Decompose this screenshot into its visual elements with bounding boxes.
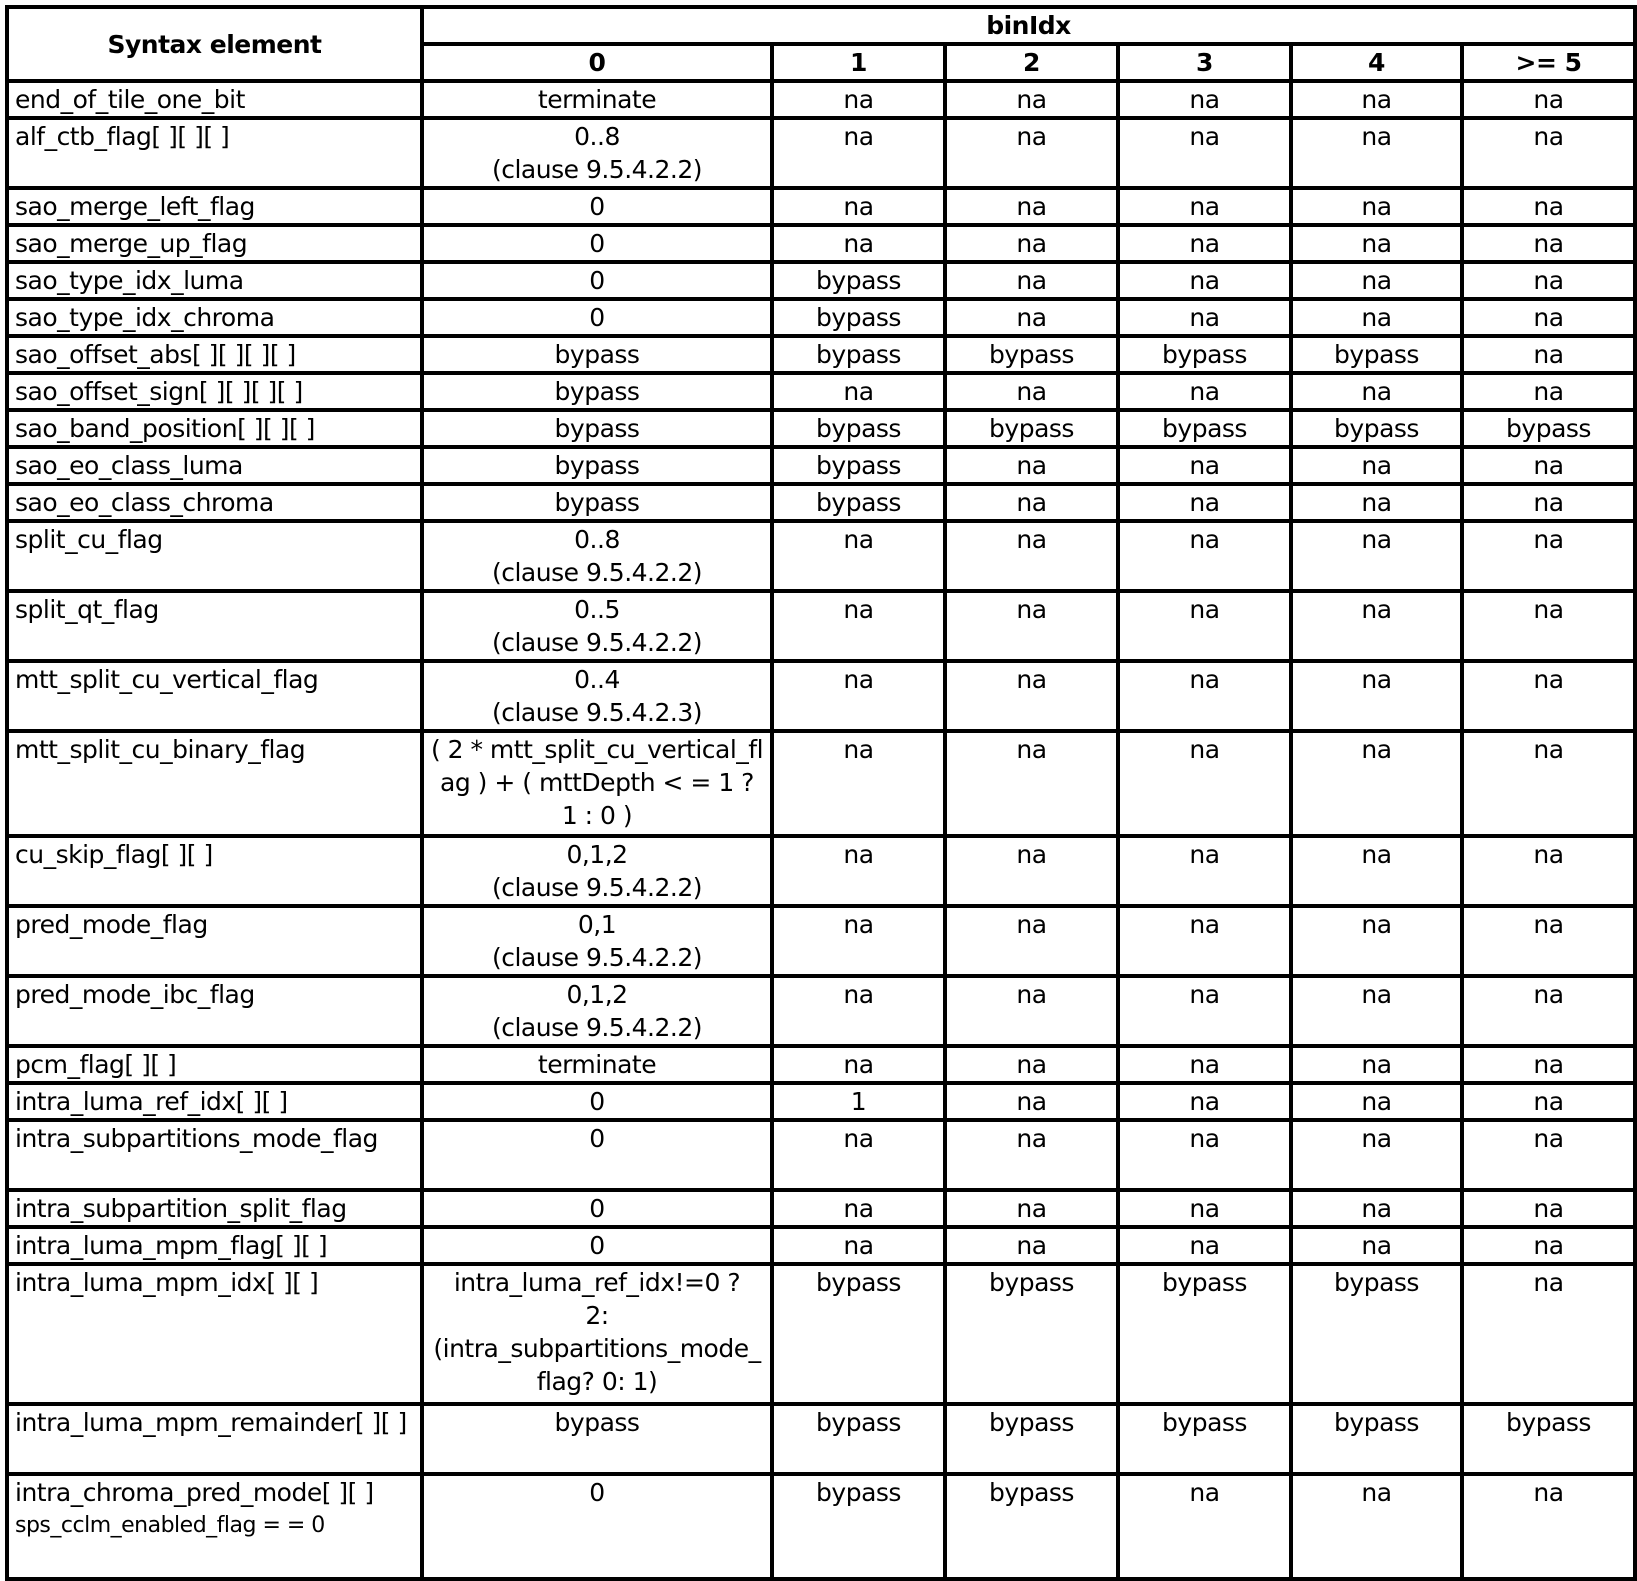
binidx-1-cell: bypass <box>772 1404 945 1474</box>
syntax-element-cell <box>7 1227 422 1264</box>
binidx-1-cell: na <box>772 225 945 262</box>
binidx-3-cell: na <box>1118 591 1291 661</box>
binidx-0-cell: bypass <box>422 336 772 373</box>
syntax-element-name: sao_offset_abs[ ][ ][ ][ ] <box>15 340 296 369</box>
binidx-3-cell: na <box>1118 521 1291 591</box>
syntax-element-cell <box>7 484 422 521</box>
table-row <box>7 521 1635 591</box>
binidx-0-cell: 0 <box>422 1474 772 1579</box>
table-row <box>7 447 1635 484</box>
syntax-element-cell <box>7 661 422 731</box>
binidx-3-cell: na <box>1118 484 1291 521</box>
binidx-2-cell: na <box>945 976 1118 1046</box>
binidx-0-cell: 0,1 (clause 9.5.4.2.2) <box>422 906 772 976</box>
table-row <box>7 1404 1635 1474</box>
binidx-0-cell: bypass <box>422 410 772 447</box>
binidx-1-cell: na <box>772 521 945 591</box>
binidx-4-cell: bypass <box>1291 1264 1462 1404</box>
binidx-4-cell: na <box>1291 484 1462 521</box>
binidx-0-cell: 0 <box>422 1190 772 1227</box>
binidx-0-cell: 0 <box>422 1083 772 1120</box>
table-row <box>7 1264 1635 1404</box>
table-row <box>7 336 1635 373</box>
table-row <box>7 262 1635 299</box>
syntax-element-name: sao_type_idx_luma <box>15 266 244 295</box>
binidx-4-cell: na <box>1291 262 1462 299</box>
binidx-3-cell: na <box>1118 262 1291 299</box>
binidx-0-cell: 0..8 (clause 9.5.4.2.2) <box>422 521 772 591</box>
binidx-2-cell: bypass <box>945 410 1118 447</box>
syntax-element-name: intra_luma_ref_idx[ ][ ] <box>15 1087 288 1116</box>
binidx-3-cell: na <box>1118 447 1291 484</box>
binidx-4-cell: na <box>1291 118 1462 188</box>
binidx-2-cell: na <box>945 836 1118 906</box>
binidx-2-cell: na <box>945 1083 1118 1120</box>
binidx-5-cell: na <box>1462 299 1635 336</box>
binidx-5-cell: na <box>1462 976 1635 1046</box>
binidx-5-cell: na <box>1462 225 1635 262</box>
binidx-4-cell: na <box>1291 521 1462 591</box>
binidx-0-cell: bypass <box>422 484 772 521</box>
syntax-element-name: pred_mode_ibc_flag <box>15 980 255 1009</box>
header-binidx-2: 2 <box>945 44 1118 81</box>
binidx-5-cell: na <box>1462 1190 1635 1227</box>
binidx-3-cell: na <box>1118 1046 1291 1083</box>
binidx-3-cell: na <box>1118 1227 1291 1264</box>
binidx-1-cell: bypass <box>772 410 945 447</box>
binidx-2-cell: na <box>945 225 1118 262</box>
binidx-3-cell: na <box>1118 1474 1291 1579</box>
binidx-0-cell: bypass <box>422 373 772 410</box>
table-row <box>7 836 1635 906</box>
binidx-1-cell: na <box>772 118 945 188</box>
binidx-3-cell: bypass <box>1118 410 1291 447</box>
syntax-element-cell <box>7 1264 422 1404</box>
binidx-4-cell: na <box>1291 373 1462 410</box>
binidx-0-cell: 0,1,2 (clause 9.5.4.2.2) <box>422 836 772 906</box>
syntax-element-cell <box>7 299 422 336</box>
binidx-0-cell: 0 <box>422 225 772 262</box>
syntax-element-cell <box>7 410 422 447</box>
binidx-3-cell: na <box>1118 188 1291 225</box>
syntax-element-name: cu_skip_flag[ ][ ] <box>15 840 213 869</box>
binidx-1-cell: bypass <box>772 299 945 336</box>
binidx-4-cell: na <box>1291 1474 1462 1579</box>
header-binidx-3: 3 <box>1118 44 1291 81</box>
binidx-5-cell: na <box>1462 1046 1635 1083</box>
syntax-element-cell <box>7 1190 422 1227</box>
binidx-5-cell: na <box>1462 118 1635 188</box>
binidx-4-cell: na <box>1291 1083 1462 1120</box>
binidx-3-cell: bypass <box>1118 1264 1291 1404</box>
binidx-2-cell: na <box>945 373 1118 410</box>
header-binidx-5: >= 5 <box>1462 44 1635 81</box>
binidx-5-cell: na <box>1462 906 1635 976</box>
syntax-element-cell <box>7 225 422 262</box>
binidx-4-cell: na <box>1291 1120 1462 1190</box>
table-row <box>7 1227 1635 1264</box>
syntax-element-name: pred_mode_flag <box>15 910 208 939</box>
binidx-0-cell: bypass <box>422 447 772 484</box>
syntax-element-name: mtt_split_cu_binary_flag <box>15 735 306 764</box>
syntax-element-cell <box>7 1474 422 1579</box>
table-row <box>7 410 1635 447</box>
binidx-4-cell: na <box>1291 447 1462 484</box>
binidx-3-cell: na <box>1118 731 1291 836</box>
table-row <box>7 81 1635 118</box>
syntax-element-cell <box>7 1404 422 1474</box>
binidx-1-cell: na <box>772 836 945 906</box>
binidx-4-cell: na <box>1291 188 1462 225</box>
table-row <box>7 1190 1635 1227</box>
syntax-element-name: intra_chroma_pred_mode[ ][ ] <box>15 1478 374 1507</box>
binidx-4-cell: na <box>1291 225 1462 262</box>
binidx-4-cell: na <box>1291 1190 1462 1227</box>
header-syntax-element: Syntax element <box>7 7 422 81</box>
syntax-element-name: intra_luma_mpm_remainder[ ][ ] <box>15 1408 407 1437</box>
binidx-5-cell: bypass <box>1462 1404 1635 1474</box>
binidx-3-cell: na <box>1118 373 1291 410</box>
binidx-2-cell: na <box>945 521 1118 591</box>
binidx-1-cell: na <box>772 1190 945 1227</box>
binidx-3-cell: na <box>1118 81 1291 118</box>
binidx-4-cell: na <box>1291 731 1462 836</box>
binidx-4-cell: na <box>1291 976 1462 1046</box>
binidx-5-cell: na <box>1462 1083 1635 1120</box>
syntax-element-name: pcm_flag[ ][ ] <box>15 1050 177 1079</box>
syntax-element-cell <box>7 976 422 1046</box>
syntax-element-cell <box>7 447 422 484</box>
binidx-0-cell: 0..5 (clause 9.5.4.2.2) <box>422 591 772 661</box>
binidx-3-cell: na <box>1118 1083 1291 1120</box>
header-binidx-0: 0 <box>422 44 772 81</box>
binidx-2-cell: bypass <box>945 1404 1118 1474</box>
binidx-5-cell: na <box>1462 81 1635 118</box>
table-row <box>7 661 1635 731</box>
binidx-4-cell: bypass <box>1291 336 1462 373</box>
binidx-context-table <box>5 5 1637 1581</box>
binidx-4-cell: bypass <box>1291 1404 1462 1474</box>
table-row <box>7 731 1635 836</box>
binidx-0-cell: 0 <box>422 262 772 299</box>
binidx-2-cell: na <box>945 731 1118 836</box>
table-row <box>7 118 1635 188</box>
binidx-3-cell: na <box>1118 225 1291 262</box>
binidx-0-cell: 0 <box>422 1120 772 1190</box>
binidx-1-cell: na <box>772 906 945 976</box>
binidx-0-cell: ( 2 * mtt_split_cu_vertical_flag ) + ( mttDepth < = 1 ? 1 : 0 ) <box>422 731 772 836</box>
syntax-element-note: sps_cclm_enabled_flag = = 0 <box>15 1513 325 1538</box>
syntax-element-name: sao_merge_up_flag <box>15 229 248 258</box>
binidx-3-cell: na <box>1118 1120 1291 1190</box>
binidx-5-cell: na <box>1462 336 1635 373</box>
binidx-2-cell: na <box>945 299 1118 336</box>
binidx-1-cell: bypass <box>772 447 945 484</box>
syntax-element-cell <box>7 1083 422 1120</box>
syntax-element-name: end_of_tile_one_bit <box>15 85 245 114</box>
syntax-element-name: sao_offset_sign[ ][ ][ ][ ] <box>15 377 303 406</box>
binidx-1-cell: na <box>772 731 945 836</box>
syntax-element-name: sao_eo_class_chroma <box>15 488 274 517</box>
binidx-1-cell: na <box>772 976 945 1046</box>
header-binidx-4: 4 <box>1291 44 1462 81</box>
binidx-1-cell: na <box>772 81 945 118</box>
binidx-1-cell: bypass <box>772 262 945 299</box>
binidx-3-cell: na <box>1118 836 1291 906</box>
binidx-0-cell: terminate <box>422 1046 772 1083</box>
binidx-5-cell: na <box>1462 188 1635 225</box>
header-binidx-1: 1 <box>772 44 945 81</box>
binidx-2-cell: na <box>945 262 1118 299</box>
binidx-5-cell: na <box>1462 1474 1635 1579</box>
syntax-element-name: sao_merge_left_flag <box>15 192 255 221</box>
binidx-3-cell: na <box>1118 976 1291 1046</box>
binidx-5-cell: na <box>1462 1264 1635 1404</box>
binidx-0-cell: terminate <box>422 81 772 118</box>
syntax-element-cell <box>7 81 422 118</box>
binidx-4-cell: na <box>1291 906 1462 976</box>
syntax-element-name: intra_subpartitions_mode_flag <box>15 1124 378 1153</box>
syntax-element-cell <box>7 521 422 591</box>
syntax-element-cell <box>7 836 422 906</box>
binidx-4-cell: na <box>1291 661 1462 731</box>
binidx-2-cell: na <box>945 591 1118 661</box>
binidx-5-cell: na <box>1462 836 1635 906</box>
syntax-element-name: split_cu_flag <box>15 525 163 554</box>
syntax-element-name: sao_type_idx_chroma <box>15 303 275 332</box>
syntax-element-cell <box>7 1120 422 1190</box>
binidx-4-cell: bypass <box>1291 410 1462 447</box>
binidx-3-cell: na <box>1118 1190 1291 1227</box>
binidx-2-cell: na <box>945 484 1118 521</box>
binidx-1-cell: na <box>772 1227 945 1264</box>
syntax-element-cell <box>7 1046 422 1083</box>
binidx-2-cell: bypass <box>945 1474 1118 1579</box>
binidx-5-cell: na <box>1462 591 1635 661</box>
syntax-element-cell <box>7 906 422 976</box>
binidx-0-cell: bypass <box>422 1404 772 1474</box>
table-row <box>7 373 1635 410</box>
syntax-element-name: sao_eo_class_luma <box>15 451 243 480</box>
binidx-2-cell: na <box>945 1227 1118 1264</box>
binidx-1-cell: na <box>772 661 945 731</box>
binidx-2-cell: na <box>945 1120 1118 1190</box>
syntax-element-name: mtt_split_cu_vertical_flag <box>15 665 319 694</box>
binidx-5-cell: na <box>1462 661 1635 731</box>
binidx-2-cell: na <box>945 1190 1118 1227</box>
binidx-5-cell: na <box>1462 484 1635 521</box>
binidx-1-cell: bypass <box>772 1474 945 1579</box>
syntax-element-name: intra_luma_mpm_flag[ ][ ] <box>15 1231 328 1260</box>
binidx-0-cell: 0 <box>422 188 772 225</box>
binidx-1-cell: bypass <box>772 484 945 521</box>
table-row <box>7 225 1635 262</box>
binidx-2-cell: bypass <box>945 1264 1118 1404</box>
binidx-2-cell: na <box>945 118 1118 188</box>
table-row <box>7 1474 1635 1579</box>
binidx-5-cell: na <box>1462 731 1635 836</box>
binidx-1-cell: bypass <box>772 1264 945 1404</box>
binidx-3-cell: na <box>1118 906 1291 976</box>
binidx-4-cell: na <box>1291 591 1462 661</box>
binidx-1-cell: na <box>772 188 945 225</box>
table-row <box>7 906 1635 976</box>
binidx-2-cell: na <box>945 188 1118 225</box>
binidx-1-cell: 1 <box>772 1083 945 1120</box>
syntax-element-name: sao_band_position[ ][ ][ ] <box>15 414 315 443</box>
syntax-element-cell <box>7 731 422 836</box>
binidx-5-cell: na <box>1462 373 1635 410</box>
header-binidx: binIdx <box>422 7 1635 44</box>
table-row <box>7 299 1635 336</box>
binidx-0-cell: 0 <box>422 299 772 336</box>
binidx-2-cell: na <box>945 661 1118 731</box>
binidx-2-cell: na <box>945 906 1118 976</box>
table-row <box>7 976 1635 1046</box>
syntax-element-cell <box>7 262 422 299</box>
binidx-0-cell: 0..4 (clause 9.5.4.2.3) <box>422 661 772 731</box>
binidx-5-cell: bypass <box>1462 410 1635 447</box>
binidx-3-cell: bypass <box>1118 336 1291 373</box>
binidx-4-cell: na <box>1291 836 1462 906</box>
syntax-element-name: intra_luma_mpm_idx[ ][ ] <box>15 1268 319 1297</box>
table-row <box>7 188 1635 225</box>
binidx-1-cell: na <box>772 1046 945 1083</box>
syntax-element-cell <box>7 373 422 410</box>
syntax-element-cell <box>7 336 422 373</box>
binidx-5-cell: na <box>1462 447 1635 484</box>
binidx-0-cell: 0,1,2 (clause 9.5.4.2.2) <box>422 976 772 1046</box>
binidx-3-cell: na <box>1118 661 1291 731</box>
binidx-1-cell: na <box>772 373 945 410</box>
binidx-5-cell: na <box>1462 262 1635 299</box>
table-row <box>7 591 1635 661</box>
binidx-2-cell: na <box>945 81 1118 118</box>
syntax-element-cell <box>7 118 422 188</box>
syntax-element-name: split_qt_flag <box>15 595 159 624</box>
binidx-2-cell: bypass <box>945 336 1118 373</box>
binidx-1-cell: na <box>772 591 945 661</box>
binidx-4-cell: na <box>1291 81 1462 118</box>
binidx-5-cell: na <box>1462 521 1635 591</box>
binidx-1-cell: bypass <box>772 336 945 373</box>
syntax-element-cell <box>7 591 422 661</box>
syntax-element-name: alf_ctb_flag[ ][ ][ ] <box>15 122 230 151</box>
table-row <box>7 484 1635 521</box>
binidx-2-cell: na <box>945 1046 1118 1083</box>
binidx-3-cell: na <box>1118 118 1291 188</box>
binidx-3-cell: na <box>1118 299 1291 336</box>
table-row <box>7 1120 1635 1190</box>
binidx-4-cell: na <box>1291 1227 1462 1264</box>
binidx-0-cell: 0..8 (clause 9.5.4.2.2) <box>422 118 772 188</box>
syntax-element-name: intra_subpartition_split_flag <box>15 1194 347 1223</box>
binidx-4-cell: na <box>1291 1046 1462 1083</box>
table-row <box>7 1046 1635 1083</box>
binidx-5-cell: na <box>1462 1120 1635 1190</box>
binidx-2-cell: na <box>945 447 1118 484</box>
binidx-0-cell: 0 <box>422 1227 772 1264</box>
binidx-4-cell: na <box>1291 299 1462 336</box>
syntax-element-cell <box>7 188 422 225</box>
binidx-3-cell: bypass <box>1118 1404 1291 1474</box>
table-row <box>7 1083 1635 1120</box>
binidx-5-cell: na <box>1462 1227 1635 1264</box>
binidx-0-cell: intra_luma_ref_idx!=0 ? 2: (intra_subpartitions_mode_flag? 0: 1) <box>422 1264 772 1404</box>
binidx-1-cell: na <box>772 1120 945 1190</box>
